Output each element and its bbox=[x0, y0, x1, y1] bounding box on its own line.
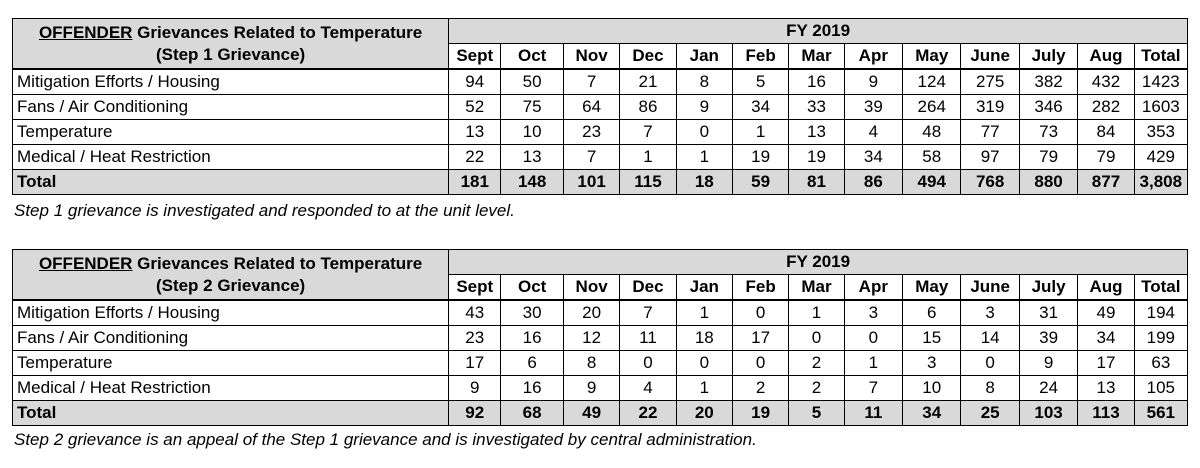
month-header: July bbox=[1019, 44, 1077, 70]
total-row bbox=[13, 401, 1188, 426]
table-cell: 11 bbox=[620, 326, 676, 351]
total-cell: 113 bbox=[1078, 401, 1134, 426]
table-title bbox=[13, 250, 449, 301]
table-subtitle: (Step 1 Grievance) bbox=[155, 44, 306, 64]
month-header: Mar bbox=[789, 275, 844, 301]
table-cell: 13 bbox=[449, 120, 501, 145]
table-cell: 58 bbox=[903, 145, 961, 170]
table-cell: 2 bbox=[789, 376, 844, 401]
table-cell: 39 bbox=[1019, 326, 1077, 351]
table-cell: 1 bbox=[676, 145, 732, 170]
table-cell: 5 bbox=[732, 69, 788, 95]
table-cell: 0 bbox=[961, 351, 1019, 376]
table-title bbox=[13, 19, 449, 70]
total-cell: 768 bbox=[961, 170, 1019, 195]
fiscal-year-header: FY 2019 bbox=[449, 250, 1188, 275]
table-cell: 2 bbox=[789, 351, 844, 376]
table-cell: 8 bbox=[563, 351, 619, 376]
table-cell: 63 bbox=[1134, 351, 1187, 376]
row-label: Medical / Heat Restriction bbox=[13, 145, 449, 170]
table-cell: 18 bbox=[676, 326, 732, 351]
row-label: Medical / Heat Restriction bbox=[13, 376, 449, 401]
total-cell: 103 bbox=[1019, 401, 1077, 426]
table-cell: 77 bbox=[961, 120, 1019, 145]
table-cell: 264 bbox=[903, 95, 961, 120]
month-header: Dec bbox=[620, 275, 676, 301]
total-cell: 115 bbox=[620, 170, 676, 195]
table-cell: 6 bbox=[501, 351, 564, 376]
table-cell: 1 bbox=[732, 120, 788, 145]
table-row bbox=[13, 95, 1188, 120]
table-cell: 1 bbox=[620, 145, 676, 170]
title-offender-word: OFFENDER bbox=[38, 22, 133, 42]
table-cell: 84 bbox=[1078, 120, 1134, 145]
table-cell: 33 bbox=[789, 95, 844, 120]
table-cell: 23 bbox=[449, 326, 501, 351]
table-cell: 16 bbox=[789, 69, 844, 95]
table-cell: 20 bbox=[563, 300, 619, 326]
table-cell: 0 bbox=[620, 351, 676, 376]
total-cell: 34 bbox=[903, 401, 961, 426]
table-cell: 7 bbox=[844, 376, 902, 401]
step2-table-container bbox=[12, 249, 1188, 426]
table-cell: 21 bbox=[620, 69, 676, 95]
table-cell: 1 bbox=[789, 300, 844, 326]
table-cell: 19 bbox=[732, 145, 788, 170]
total-row bbox=[13, 170, 1188, 195]
row-label: Mitigation Efforts / Housing bbox=[13, 69, 449, 95]
table-cell: 6 bbox=[903, 300, 961, 326]
month-header: Nov bbox=[563, 44, 619, 70]
month-header: Feb bbox=[732, 275, 788, 301]
total-cell: 3,808 bbox=[1134, 170, 1187, 195]
table-cell: 24 bbox=[1019, 376, 1077, 401]
table-cell: 86 bbox=[620, 95, 676, 120]
month-header: Dec bbox=[620, 44, 676, 70]
table-cell: 13 bbox=[789, 120, 844, 145]
table-row bbox=[13, 145, 1188, 170]
title-offender-word: OFFENDER bbox=[38, 253, 133, 273]
row-label: Temperature bbox=[13, 120, 449, 145]
fiscal-year-header: FY 2019 bbox=[449, 19, 1188, 44]
step2-grievance-table bbox=[12, 249, 1188, 426]
title-text: Grievances Related to Temperature bbox=[132, 253, 423, 273]
table-cell: 23 bbox=[563, 120, 619, 145]
total-cell: 49 bbox=[563, 401, 619, 426]
total-cell: 5 bbox=[789, 401, 844, 426]
title-text: Grievances Related to Temperature bbox=[132, 22, 423, 42]
table-cell: 4 bbox=[844, 120, 902, 145]
table-row bbox=[13, 120, 1188, 145]
table-cell: 3 bbox=[961, 300, 1019, 326]
table-cell: 1603 bbox=[1134, 95, 1187, 120]
table-cell: 8 bbox=[961, 376, 1019, 401]
table-cell: 7 bbox=[563, 145, 619, 170]
table-cell: 13 bbox=[501, 145, 564, 170]
total-cell: 11 bbox=[844, 401, 902, 426]
table-cell: 194 bbox=[1134, 300, 1187, 326]
total-cell: 877 bbox=[1078, 170, 1134, 195]
total-cell: 59 bbox=[732, 170, 788, 195]
month-header: Nov bbox=[563, 275, 619, 301]
month-header: June bbox=[961, 44, 1019, 70]
table-cell: 16 bbox=[501, 326, 564, 351]
table-cell: 17 bbox=[732, 326, 788, 351]
total-cell: 181 bbox=[449, 170, 501, 195]
table-cell: 43 bbox=[449, 300, 501, 326]
month-header: Mar bbox=[789, 44, 844, 70]
table-cell: 2 bbox=[732, 376, 788, 401]
table-cell: 13 bbox=[1078, 376, 1134, 401]
step2-footnote: Step 2 grievance is an appeal of the Step 1 grievance and is investigated by central administration. bbox=[14, 430, 757, 449]
table-cell: 10 bbox=[903, 376, 961, 401]
table-cell: 64 bbox=[563, 95, 619, 120]
total-label: Total bbox=[13, 170, 449, 195]
table-cell: 52 bbox=[449, 95, 501, 120]
table-cell: 9 bbox=[1019, 351, 1077, 376]
table-cell: 22 bbox=[449, 145, 501, 170]
table-cell: 17 bbox=[1078, 351, 1134, 376]
table-cell: 48 bbox=[903, 120, 961, 145]
table-cell: 97 bbox=[961, 145, 1019, 170]
table-subtitle: (Step 2 Grievance) bbox=[155, 275, 306, 295]
total-cell: 561 bbox=[1134, 401, 1187, 426]
table-row bbox=[13, 326, 1188, 351]
table-cell: 0 bbox=[676, 120, 732, 145]
table-cell: 75 bbox=[501, 95, 564, 120]
table-cell: 73 bbox=[1019, 120, 1077, 145]
table-row bbox=[13, 376, 1188, 401]
total-cell: 880 bbox=[1019, 170, 1077, 195]
table-row bbox=[13, 69, 1188, 95]
table-cell: 1 bbox=[676, 300, 732, 326]
month-header: July bbox=[1019, 275, 1077, 301]
table-cell: 94 bbox=[449, 69, 501, 95]
table-cell: 16 bbox=[501, 376, 564, 401]
row-label: Fans / Air Conditioning bbox=[13, 326, 449, 351]
table-cell: 429 bbox=[1134, 145, 1187, 170]
table-cell: 199 bbox=[1134, 326, 1187, 351]
total-cell: 20 bbox=[676, 401, 732, 426]
table-cell: 9 bbox=[563, 376, 619, 401]
month-header: Oct bbox=[501, 275, 564, 301]
table-cell: 353 bbox=[1134, 120, 1187, 145]
table-cell: 30 bbox=[501, 300, 564, 326]
month-header: Total bbox=[1134, 44, 1187, 70]
table-cell: 10 bbox=[501, 120, 564, 145]
table-cell: 0 bbox=[676, 351, 732, 376]
table-cell: 31 bbox=[1019, 300, 1077, 326]
total-cell: 68 bbox=[501, 401, 564, 426]
month-header: Aug bbox=[1078, 275, 1134, 301]
total-cell: 148 bbox=[501, 170, 564, 195]
total-cell: 19 bbox=[732, 401, 788, 426]
row-label: Fans / Air Conditioning bbox=[13, 95, 449, 120]
table-cell: 79 bbox=[1019, 145, 1077, 170]
table-cell: 1 bbox=[844, 351, 902, 376]
table-cell: 0 bbox=[732, 351, 788, 376]
total-cell: 22 bbox=[620, 401, 676, 426]
table-cell: 12 bbox=[563, 326, 619, 351]
table-cell: 0 bbox=[844, 326, 902, 351]
table-cell: 19 bbox=[789, 145, 844, 170]
total-cell: 81 bbox=[789, 170, 844, 195]
total-cell: 18 bbox=[676, 170, 732, 195]
table-cell: 34 bbox=[1078, 326, 1134, 351]
table-cell: 79 bbox=[1078, 145, 1134, 170]
table-cell: 124 bbox=[903, 69, 961, 95]
table-cell: 9 bbox=[449, 376, 501, 401]
table-cell: 17 bbox=[449, 351, 501, 376]
table-cell: 1423 bbox=[1134, 69, 1187, 95]
table-cell: 432 bbox=[1078, 69, 1134, 95]
table-cell: 8 bbox=[676, 69, 732, 95]
table-cell: 9 bbox=[676, 95, 732, 120]
month-header: Apr bbox=[844, 44, 902, 70]
month-header: Sept bbox=[449, 44, 501, 70]
row-label: Mitigation Efforts / Housing bbox=[13, 300, 449, 326]
total-cell: 86 bbox=[844, 170, 902, 195]
table-row bbox=[13, 300, 1188, 326]
total-cell: 25 bbox=[961, 401, 1019, 426]
table-row bbox=[13, 351, 1188, 376]
total-cell: 494 bbox=[903, 170, 961, 195]
table-cell: 34 bbox=[732, 95, 788, 120]
table-cell: 7 bbox=[620, 120, 676, 145]
step1-table-container bbox=[12, 18, 1188, 195]
table-cell: 105 bbox=[1134, 376, 1187, 401]
month-header: May bbox=[903, 44, 961, 70]
table-cell: 7 bbox=[620, 300, 676, 326]
table-cell: 14 bbox=[961, 326, 1019, 351]
table-cell: 49 bbox=[1078, 300, 1134, 326]
month-header: Total bbox=[1134, 275, 1187, 301]
total-label: Total bbox=[13, 401, 449, 426]
table-cell: 7 bbox=[563, 69, 619, 95]
table-cell: 0 bbox=[732, 300, 788, 326]
step1-footnote: Step 1 grievance is investigated and responded to at the unit level. bbox=[14, 201, 515, 220]
total-cell: 92 bbox=[449, 401, 501, 426]
table-cell: 382 bbox=[1019, 69, 1077, 95]
total-cell: 101 bbox=[563, 170, 619, 195]
month-header: June bbox=[961, 275, 1019, 301]
table-cell: 9 bbox=[844, 69, 902, 95]
table-cell: 319 bbox=[961, 95, 1019, 120]
month-header: Jan bbox=[676, 44, 732, 70]
month-header: Apr bbox=[844, 275, 902, 301]
table-cell: 3 bbox=[844, 300, 902, 326]
month-header: Oct bbox=[501, 44, 564, 70]
table-cell: 275 bbox=[961, 69, 1019, 95]
table-cell: 3 bbox=[903, 351, 961, 376]
table-cell: 1 bbox=[676, 376, 732, 401]
month-header: Feb bbox=[732, 44, 788, 70]
table-cell: 39 bbox=[844, 95, 902, 120]
table-cell: 282 bbox=[1078, 95, 1134, 120]
table-cell: 346 bbox=[1019, 95, 1077, 120]
table-cell: 15 bbox=[903, 326, 961, 351]
month-header: May bbox=[903, 275, 961, 301]
table-cell: 34 bbox=[844, 145, 902, 170]
month-header: Aug bbox=[1078, 44, 1134, 70]
step1-grievance-table bbox=[12, 18, 1188, 195]
table-cell: 50 bbox=[501, 69, 564, 95]
table-cell: 0 bbox=[789, 326, 844, 351]
table-cell: 4 bbox=[620, 376, 676, 401]
row-label: Temperature bbox=[13, 351, 449, 376]
month-header: Jan bbox=[676, 275, 732, 301]
month-header: Sept bbox=[449, 275, 501, 301]
